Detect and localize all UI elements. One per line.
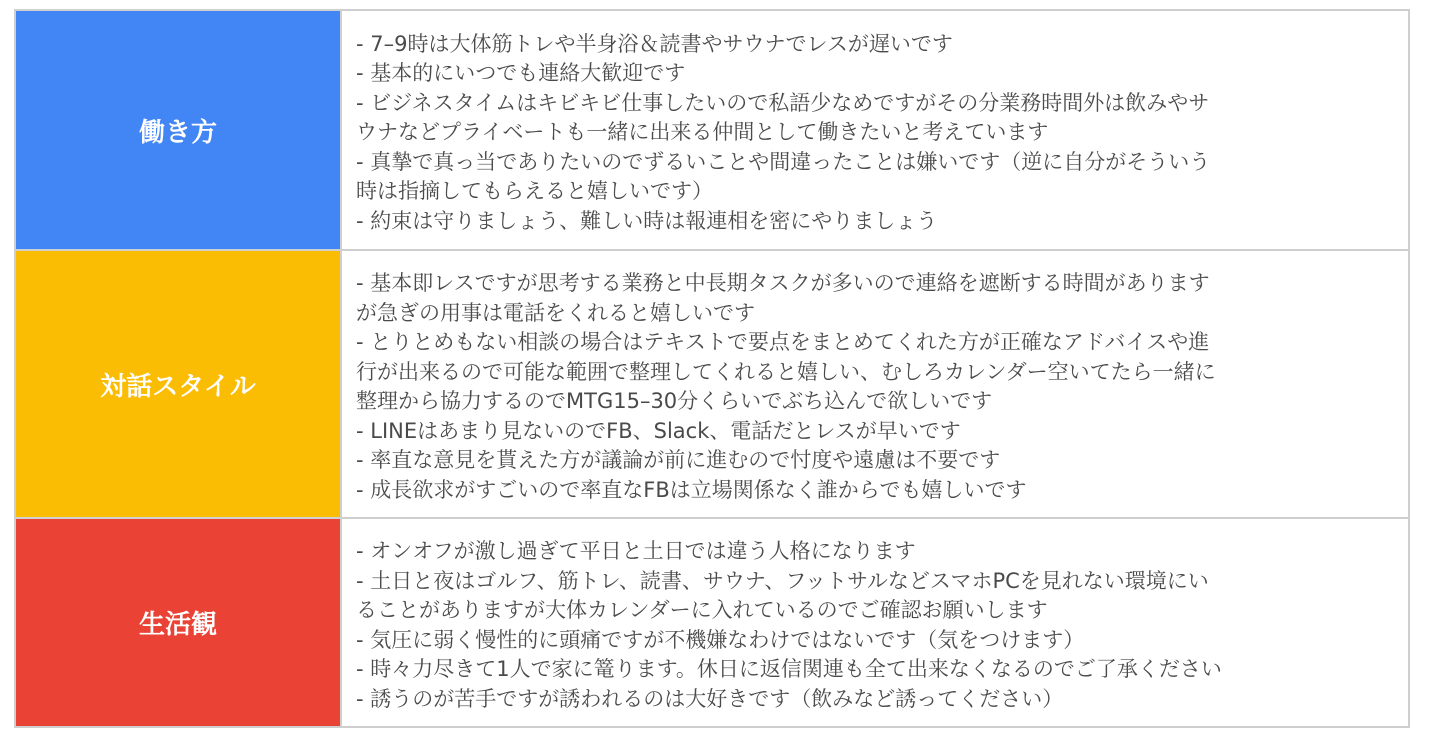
text-line: - 真摯で真っ当でありたいのでずるいことや間違ったことは嫌いです（逆に自分がそういう [356,149,1211,174]
content-cell-dialogue-style [342,251,1408,517]
text-line: ることがありますが大体カレンダーに入れているのでご確認お願いします [356,598,1048,622]
text-line: - オンオフが激し過ぎて平日と土日では違う人格になります [356,539,916,563]
text-line: - 成長欲求がすごいので率直なFBは立場関係なく誰からでも嬉しいです [356,477,1027,502]
text-line: - LINEはあまり見ないのでFB、Slack、電話だとレスが早いです [356,418,961,443]
text-line: ウナなどプライベートも一緒に出来る仲間として働きたいと考えています [356,120,1049,145]
text-line: - 時々力尽きて1人で家に篭ります。休日に返信関連も全て出来なくなるのでご了承ください [356,657,1222,681]
table-row-work-style [16,11,1408,249]
text-line: - 約束は守りましょう、難しい時は報連相を密にやりましょう [356,208,938,233]
row-label: 働き方 [138,117,217,148]
text-line: - 基本的にいつでも連絡大歓迎です [356,61,686,86]
text-line: が急ぎの用事は電話をくれると嬉しいです [356,300,755,325]
text-line: - 率直な意見を貰えた方が議論が前に進むので忖度や遠慮は不要です [356,448,1001,472]
label-cell-dialogue-style [16,251,342,517]
content-cell-lifestyle [342,519,1408,726]
label-cell-lifestyle [16,519,342,726]
text-line: 整理から協力するのでMTG15–30分くらいでぶち込んで欲しいです [356,389,993,413]
text-line: 時は指摘してもらえると嬉しいです） [356,179,713,204]
table-row-dialogue-style [16,249,1408,517]
text-line: - 土日と夜はゴルフ、筋トレ、読書、サウナ、フットサルなどスマホPCを見れない環境にい [356,568,1209,593]
row-label: 対話スタイル [100,371,256,402]
label-cell-work-style [16,11,342,249]
table-row-lifestyle [16,517,1408,726]
text-line: - とりとめもない相談の場合はテキストで要点をまとめてくれた方が正確なアドバイスや進 [356,330,1210,354]
text-line: - ビジネスタイムはキビキビ仕事したいので私語少なめですがその分業務時間外は飲みやサ [356,90,1210,115]
profile-table [14,9,1410,728]
text-line: - 誘うのが苦手ですが誘われるのは大好きです（飲みなど誘ってください） [356,686,1064,711]
text-line: - 7–9時は大体筋トレや半身浴＆読書やサウナでレスが遅いです [356,31,953,56]
text-line: 行が出来るので可能な範囲で整理してくれると嬉しい、むしろカレンダー空いてたら一緒に [356,359,1216,384]
text-line: - 気圧に弱く慢性的に頭痛ですが不機嫌なわけではないです（気をつけます） [356,627,1085,652]
content-cell-work-style [342,11,1408,249]
row-label: 生活観 [138,610,217,640]
text-line: - 基本即レスですが思考する業務と中長期タスクが多いので連絡を遮断する時間があります [356,271,1210,295]
